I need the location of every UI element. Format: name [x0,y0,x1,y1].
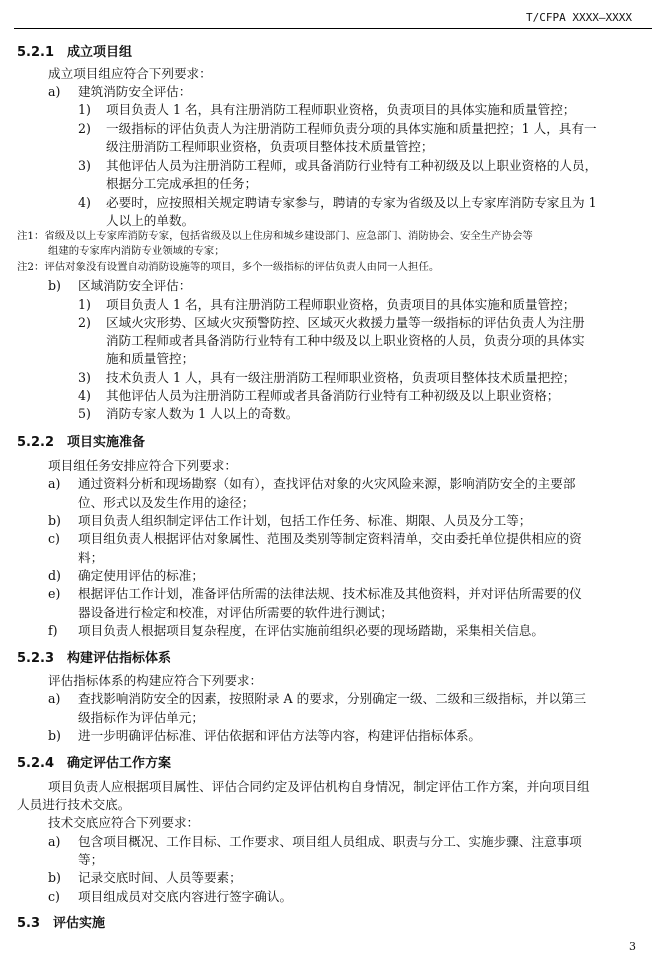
list-marker: b) [48,728,61,743]
section-intro: 评估指标体系的构建应符合下列要求： [48,673,263,688]
list-marker: e) [48,586,61,601]
sub-item-text: 项目负责人 1 名，具有注册消防工程师职业资格，负责项目的具体实施和质量管控； [106,102,576,117]
list-item-text: 根据评估工作计划，准备评估所需的法律法规、技术标准及其他资料，并对评估所需要的仪 [78,586,582,601]
list-item-text: 项目负责人组织制定评估工作计划，包括工作任务、标准、期限、人员及分工等； [78,513,532,528]
page-number: 3 [629,940,636,953]
sub-item-text: 其他评估人员为注册消防工程师，或具备消防行业特有工种初级及以上职业资格的人员， [106,158,598,173]
list-item-text: 确定使用评估的标准； [78,568,204,583]
note-1: 注1：省级及以上专家库消防专家，包括省级及以上住房和城乡建设部门、应急部门、消防协会、安全生产协会等 [17,230,533,242]
list-item-text-cont: 料； [78,550,104,565]
sub-item-text: 消防专家人数为 1 人以上的奇数。 [106,406,299,421]
header-rule [14,28,652,29]
sub-item-text: 其他评估人员为注册消防工程师或者具备消防行业特有工种初级及以上职业资格； [106,388,560,403]
sub-item-marker: 1) [78,297,91,312]
sub-item-marker: 3) [78,370,91,385]
section-intro: 项目组任务安排应符合下列要求： [48,458,237,473]
paragraph: 项目负责人应根据项目属性、评估合同约定及评估机构自身情况，制定评估工作方案，并向项目组 [48,779,590,794]
note-1-cont: 组建的专家库内消防专业领域的专家； [48,245,225,257]
section-heading-5-2-3: 5.2.3 构建评估指标体系 [17,651,172,666]
sub-item-marker: 2) [78,315,91,330]
sub-item-text: 项目负责人 1 名，具有注册消防工程师职业资格，负责项目的具体实施和质量管控； [106,297,576,312]
sub-item-text: 技术负责人 1 人，具有一级注册消防工程师职业资格，负责项目整体技术质量把控； [106,370,576,385]
list-item-text: 进一步明确评估标准、评估依据和评估方法等内容，构建评估指标体系。 [78,728,481,743]
section-intro: 技术交底应符合下列要求： [48,815,200,830]
list-item-text-cont: 器设备进行检定和校准，对评估所需要的软件进行测试； [78,605,393,620]
sub-item-text: 区域火灾形势、区域火灾预警防控、区域灭火救援力量等一级指标的评估负责人为注册 [106,315,585,330]
list-item-text: 通过资料分析和现场勘察（如有），查找评估对象的火灾风险来源，影响消防安全的主要部 [78,476,576,491]
section-heading-5-3: 5.3 评估实施 [17,916,106,931]
sub-item-text-cont: 根据分工完成承担的任务； [106,176,258,191]
list-marker: a) [48,84,61,99]
list-marker: c) [48,889,60,904]
list-marker: b) [48,278,61,293]
document-code: T/CFPA XXXX—XXXX [526,11,632,24]
sub-item-marker: 4) [78,195,91,210]
list-marker: b) [48,513,61,528]
list-marker: a) [48,476,61,491]
list-item-text: 记录交底时间、人员等要素； [78,870,242,885]
section-heading-5-2-1: 5.2.1 成立项目组 [17,45,133,60]
list-marker: f) [48,623,58,638]
section-heading-5-2-2: 5.2.2 项目实施准备 [17,435,146,450]
list-item-text: 项目组成员对交底内容进行签字确认。 [78,889,293,904]
list-marker: b) [48,870,61,885]
sub-item-text: 必要时，应按照相关规定聘请专家参与，聘请的专家为省级及以上专家库消防专家且为 1 [106,195,597,210]
list-marker: a) [48,691,61,706]
list-marker: d) [48,568,61,583]
paragraph-cont: 人员进行技术交底。 [17,797,131,812]
sub-item-text-cont: 级注册消防工程师职业资格，负责项目整体技术质量管控； [106,139,434,154]
sub-item-marker: 5) [78,406,91,421]
section-intro: 成立项目组应符合下列要求： [48,66,212,81]
sub-item-marker: 1) [78,102,91,117]
list-item-text-cont: 等； [78,852,104,867]
list-item-text: 包含项目概况、工作目标、工作要求、项目组人员组成、职责与分工、实施步骤、注意事项 [78,834,582,849]
note-2: 注2：评估对象没有设置自动消防设施等的项目，多个一级指标的评估负责人由同一人担任。 [17,261,440,273]
list-item-text-cont: 级指标作为评估单元； [78,710,204,725]
sub-item-text: 一级指标的评估负责人为注册消防工程师负责分项的具体实施和质量把控；1 人，具有一 [106,121,597,136]
sub-item-text-cont: 消防工程师或者具备消防行业特有工种中级及以上职业资格的人员，负责分项的具体实 [106,333,585,348]
section-heading-5-2-4: 5.2.4 确定评估工作方案 [17,756,172,771]
list-item-text: 项目负责人根据项目复杂程度，在评估实施前组织必要的现场踏勘，采集相关信息。 [78,623,544,638]
list-marker: a) [48,834,61,849]
list-item-text-cont: 位、形式以及发生作用的途径； [78,495,255,510]
sub-item-text-cont: 人以上的单数。 [106,213,195,228]
sub-item-marker: 4) [78,388,91,403]
list-marker: c) [48,531,60,546]
sub-item-text-cont: 施和质量管控； [106,351,195,366]
sub-item-marker: 2) [78,121,91,136]
list-item-text: 查找影响消防安全的因素，按照附录 A 的要求，分别确定一级、二级和三级指标，并以第三 [78,691,587,706]
list-item-label: 建筑消防安全评估： [78,84,192,99]
list-item-label: 区域消防安全评估： [78,278,192,293]
sub-item-marker: 3) [78,158,91,173]
list-item-text: 项目组负责人根据评估对象属性、范围及类别等制定资料清单，交由委托单位提供相应的资 [78,531,582,546]
